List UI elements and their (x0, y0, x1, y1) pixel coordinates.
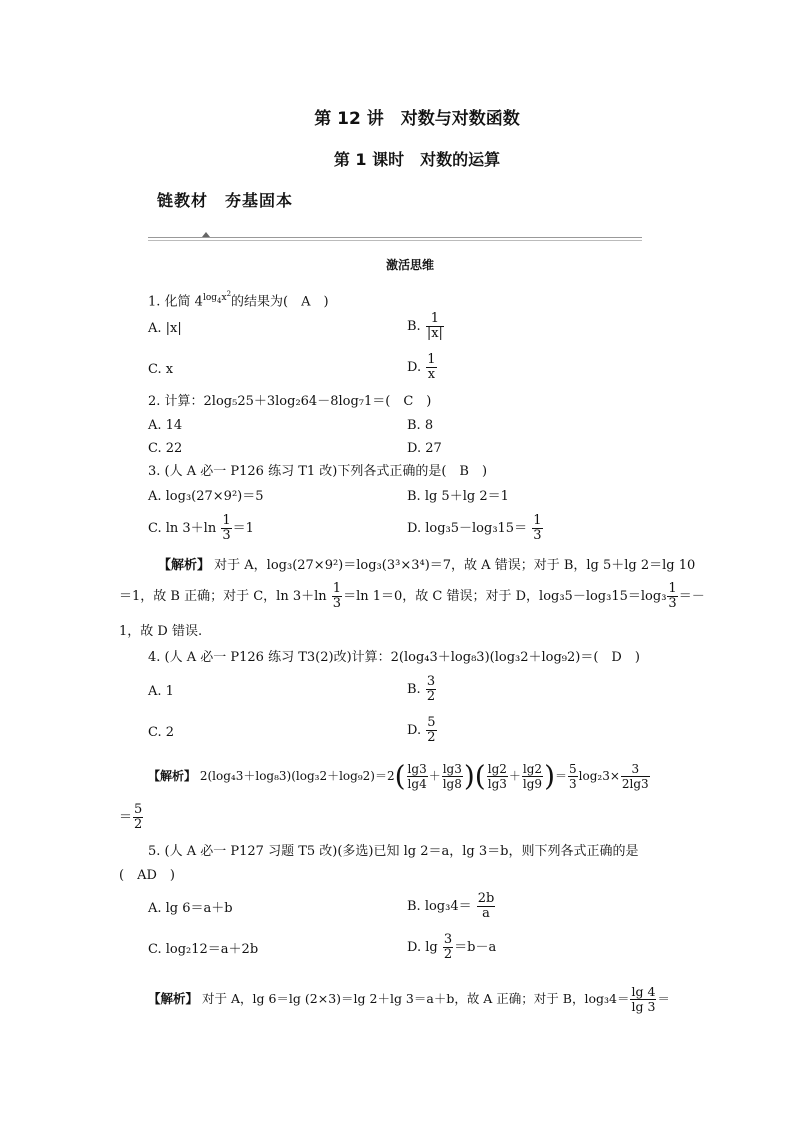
activate-heading: 激活思维 (385, 258, 434, 272)
q4-option-a: A. 1 (148, 684, 174, 699)
q2-option-d: D. 27 (407, 441, 442, 456)
lecture-title: 第 12 讲 对数与对数函数 (314, 109, 520, 129)
q3-d-denominator: 3 (533, 528, 542, 543)
q3-c-numerator: 1 (222, 513, 231, 528)
q2-option-b: B. 8 (407, 418, 434, 433)
q3-solution-line2: ＝1，故 B 正确；对于 C，ln 3＋ln $\frac{1}{3}$ ＝ln 1＝0，故 C 错误；对于 D，log₃5－log₃15＝log₃ $\frac{1}{3}$ ＝－ (119, 581, 705, 611)
q5-d-denominator: 2 (443, 947, 453, 962)
divider-line-secondary (148, 240, 642, 241)
q4-option-c: C. 2 (148, 725, 175, 740)
q5-option-b: B. log₃4＝ $\frac{2b}{a}$ (407, 891, 495, 921)
q4-d-denominator: 2 (427, 730, 436, 745)
q4-solution-line1: 【解析】 2(log₄3＋log₈3)(log₃2＋log₉2)＝2( $\frac{\lg 3}{\lg 4}$ ＋ $\frac{\lg 3}{\lg 8}$ )( $\frac{\lg 2}{\lg 3}$ ＋ $\frac{\lg 2}{\lg 9}$ )＝ $\frac{5}{3}$ log₂3× $\frac{3}{2\lg 3}$ (148, 759, 649, 793)
q1-stem-start: 1. 化简 4 (148, 294, 203, 310)
q1-d-numerator: 1 (427, 352, 436, 367)
q4-d-numerator: 5 (427, 715, 436, 730)
q1-option-c: C. x (148, 362, 174, 377)
q5-stem-line1: 5. (人 A 必一 P127 习题 T5 改)(多选)已知 lg 2＝a，lg 3＝b，则下列各式正确的是 (148, 844, 639, 859)
q3-solution-line3: 1，故 D 错误. (119, 624, 203, 639)
q5-option-a: A. lg 6＝a＋b (148, 901, 233, 916)
q3-stem: 3. (人 A 必一 P126 练习 T1 改)下列各式正确的是( B ) (148, 464, 488, 479)
q1-exponent: log4x2 (202, 290, 232, 305)
section-heading: 链教材 夯基固本 (157, 191, 294, 210)
q1-option-b: B. $\frac{1}{|x|}$ (407, 311, 443, 341)
q5-solution-label: 【解析】 (148, 991, 199, 1006)
q4-b-denominator: 2 (426, 689, 436, 704)
q4-option-b: B. $\frac{3}{2}$ (407, 674, 436, 704)
q1-stem (148, 286, 329, 310)
q1-b-numerator: 1 (426, 312, 444, 327)
q5-b-denominator: a (482, 906, 490, 921)
q3-option-a: A. log₃(27×9²)＝5 (148, 489, 264, 504)
q4-option-d: D. $\frac{5}{2}$ (407, 715, 436, 745)
q3-solution-label: 【解析】 (158, 558, 211, 573)
q5-solution-line1: 【解析】 对于 A，lg 6＝lg (2×3)＝lg 2＋lg 3＝a＋b，故 A 正确；对于 B，log₃4＝ $\frac{\lg 4}{\lg 3}$ ＝ (148, 984, 670, 1014)
q5-stem-line2: ( AD ) (119, 868, 175, 883)
q3-solution-line1: 【解析】 对于 A，log₃(27×9²)＝log₃(3³×3⁴)＝7，故 A 错误；对于 B，lg 5＋lg 2＝lg 10 (158, 558, 696, 573)
q4-solution-line2: ＝ $\frac{5}{2}$ (119, 802, 143, 832)
q3-option-b: B. lg 5＋lg 2＝1 (407, 489, 509, 504)
q1-stem-end: 的结果为( A ) (231, 294, 329, 310)
q3-d-numerator: 1 (533, 513, 542, 528)
divider-line (148, 237, 642, 238)
q2-option-a: A. 14 (148, 418, 183, 433)
q4-b-numerator: 3 (426, 674, 436, 689)
triangle-marker-icon (202, 232, 210, 237)
q2-stem: 2. 计算：2log₅25＋3log₂64－8log₇1＝( C ) (148, 394, 432, 409)
q5-d-numerator: 3 (443, 932, 453, 947)
q5-option-c: C. log₂12＝a＋2b (148, 942, 259, 957)
q3-option-c: C. ln 3＋ln $\frac{1}{3}$ ＝1 (148, 513, 254, 543)
q2-option-c: C. 22 (148, 441, 183, 456)
q4-solution-label: 【解析】 (148, 769, 197, 783)
q1-option-a: A. |x| (148, 321, 182, 336)
q1-b-denominator: |x| (426, 326, 443, 341)
q5-b-numerator: 2b (477, 891, 495, 906)
q5-option-d: D. lg $\frac{3}{2}$ ＝b－a (407, 932, 497, 962)
q1-d-denominator: x (427, 367, 436, 382)
q3-option-d: D. log₃5－log₃15＝ $\frac{1}{3}$ (407, 513, 542, 543)
q1-option-d: D. $\frac{1}{x}$ (407, 352, 436, 382)
q3-c-denominator: 3 (222, 528, 231, 543)
q4-stem: 4. (人 A 必一 P126 练习 T3(2)改)计算：2(log₄3＋log₈3)(log₃2＋log₉2)＝( D ) (148, 650, 640, 665)
lesson-subtitle: 第 1 课时 对数的运算 (333, 150, 501, 169)
